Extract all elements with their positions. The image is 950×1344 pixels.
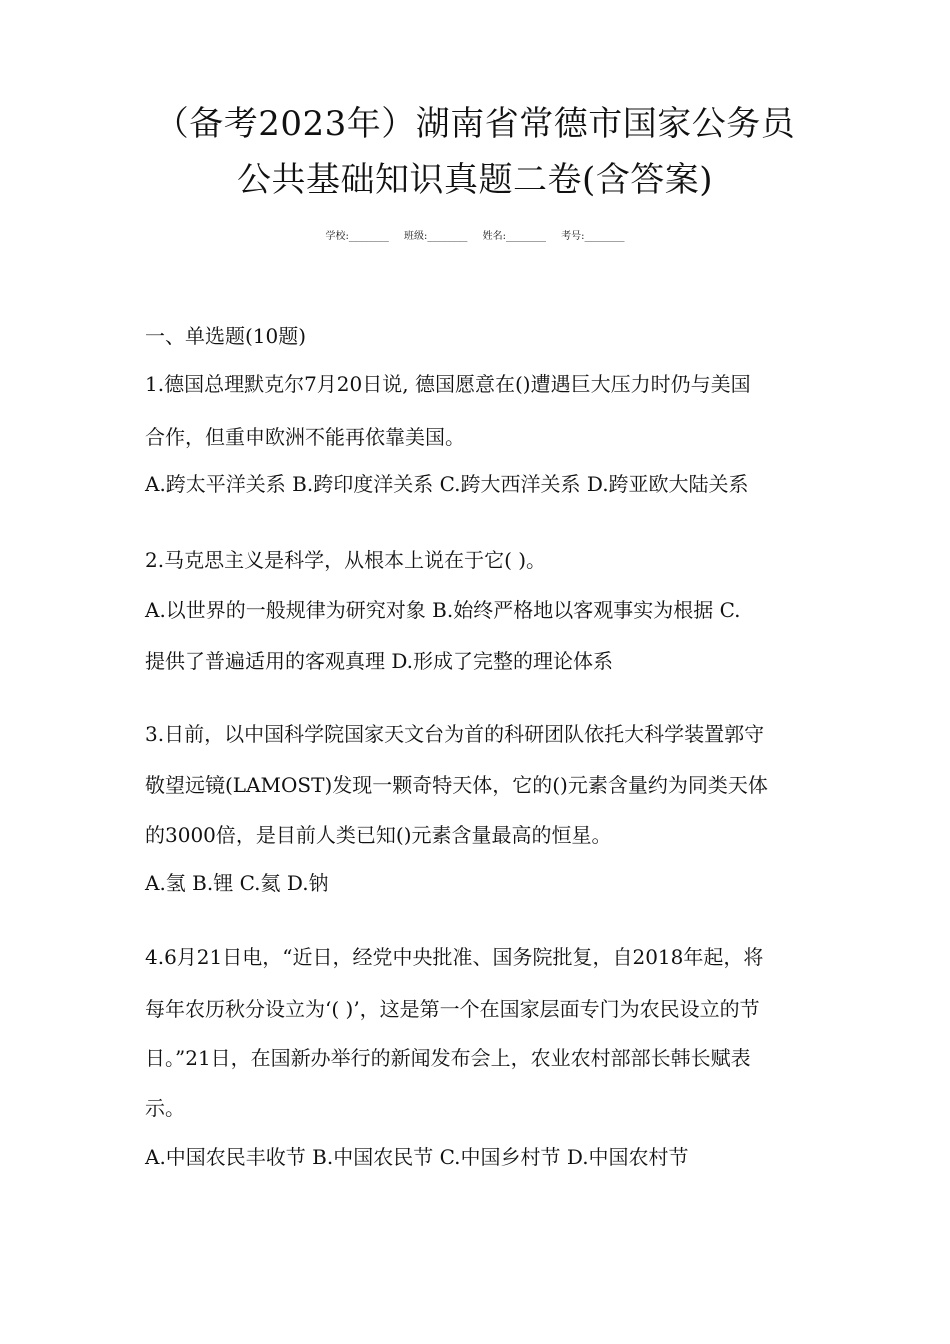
name-field: 姓名:________ [482,231,546,242]
question-1-options: A.跨太平洋关系 B.跨印度洋关系 C.跨大西洋关系 D.跨亚欧大陆关系 [145,472,749,496]
question-4-line-4: 示。 [145,1096,185,1120]
question-3-options: A.氢 B.锂 C.氦 D.钠 [145,871,329,895]
exam-number-field: 考号:________ [561,231,625,242]
question-4-line-1: 4.6月21日电，“近日，经党中央批准、国务院批复，自2018年起，将 [145,945,764,969]
class-field: 班级:________ [404,231,468,242]
question-1-line-2: 合作，但重申欧洲不能再依靠美国。 [145,425,465,449]
question-1-line-1: 1.德国总理默克尔7月20日说, 德国愿意在()遭遇巨大压力时仍与美国 [145,372,751,396]
question-4-line-2: 每年农历秋分设立为‘( )’，这是第一个在国家层面专门为农民设立的节 [145,997,760,1021]
document-title-line-1: （备考2023年）湖南省常德市国家公务员 [154,104,796,144]
question-3-line-3: 的3000倍，是目前人类已知()元素含量最高的恒星。 [145,823,612,847]
question-4-line-3: 日。”21日，在国新办举行的新闻发布会上，农业农村部部长韩长赋表 [145,1046,751,1070]
question-3-line-1: 3.日前，以中国科学院国家天文台为首的科研团队依托大科学装置郭守 [145,722,765,746]
question-2-options-line-2: 提供了普遍适用的客观真理 D.形成了完整的理论体系 [145,649,614,673]
question-4-options: A.中国农民丰收节 B.中国农民节 C.中国乡村节 D.中国农村节 [145,1145,689,1169]
question-2-line-1: 2.马克思主义是科学，从根本上说在于它( )。 [145,548,547,572]
document-title-line-2: 公共基础知识真题二卷(含答案) [236,160,714,200]
question-2-options-line-1: A.以世界的一般规律为研究对象 B.始终严格地以客观事实为根据 C. [145,598,741,622]
section-heading: 一、单选题(10题) [145,324,307,348]
question-3-line-2: 敬望远镜(LAMOST)发现一颗奇特天体，它的()元素含量约为同类天体 [145,773,768,797]
school-field: 学校:________ [325,231,389,242]
student-info-row [0,223,950,251]
